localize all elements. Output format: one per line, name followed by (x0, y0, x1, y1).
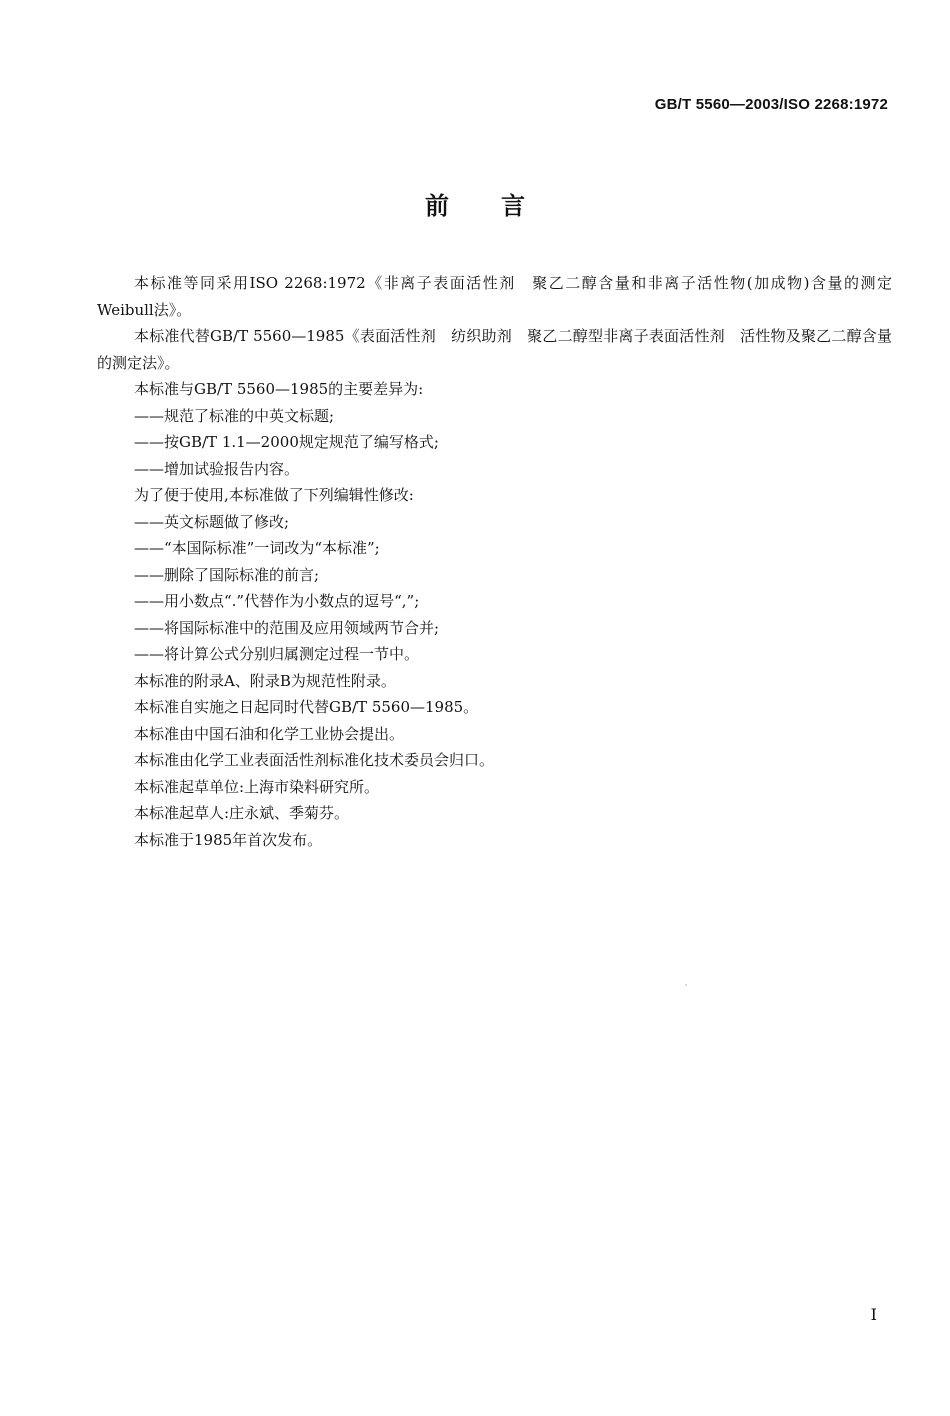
paragraph-adoption: 本标准等同采用ISO 2268:1972《非离子表面活性剂 聚乙二醇含量和非离子活性物(加成物)含量的测定 Weibull法》。 (97, 274, 908, 319)
scan-dust-mark (685, 984, 687, 986)
paragraph-annexes: 本标准的附录A、附录B为规范性附录。 (134, 671, 396, 690)
list-item-difference-2: ——按GB/T 1.1—2000规定规范了编写格式; (134, 433, 439, 451)
list-item-editorial-4: ——用小数点“.”代替作为小数点的逗号“,”; (134, 592, 420, 610)
list-item-difference-3: ——增加试验报告内容。 (134, 459, 300, 478)
list-item-editorial-1: ——英文标题做了修改; (134, 512, 290, 531)
list-item-difference-1: ——规范了标准的中英文标题; (134, 406, 335, 425)
paragraph-proposed-by: 本标准由中国石油和化学工业协会提出。 (134, 724, 405, 743)
paragraph-replaces: 本标准代替GB/T 5560—1985《表面活性剂 纺织助剂 聚乙二醇型非离子表面活性剂 活性物及聚乙二醇含量的测定法》。 (97, 327, 892, 372)
paragraph-editorial-intro: 为了便于使用,本标准做了下列编辑性修改: (134, 486, 414, 504)
list-item-editorial-2: ——“本国际标准”一词改为“本标准”; (134, 539, 380, 557)
paragraph-drafters: 本标准起草人:庄永斌、季菊芬。 (134, 804, 350, 822)
paragraph-drafting-unit: 本标准起草单位:上海市染料研究所。 (134, 777, 380, 796)
list-item-editorial-5: ——将国际标准中的范围及应用领域两节合并; (134, 618, 440, 637)
paragraph-differences-intro: 本标准与GB/T 5560—1985的主要差异为: (134, 380, 424, 398)
paragraph-effective: 本标准自实施之日起同时代替GB/T 5560—1985。 (134, 698, 479, 716)
paragraph-first-issue: 本标准于1985年首次发布。 (134, 830, 323, 849)
page-title: 前言 (425, 192, 577, 220)
foreword-body (97, 270, 908, 853)
header-standard-code: GB/T 5560—2003/ISO 2268:1972 (654, 96, 888, 113)
list-item-editorial-3: ——删除了国际标准的前言; (134, 565, 320, 584)
page-number: I (870, 1305, 877, 1324)
paragraph-under-jurisdiction: 本标准由化学工业表面活性剂标准化技术委员会归口。 (134, 751, 495, 769)
list-item-editorial-6: ——将计算公式分别归属测定过程一节中。 (134, 645, 420, 663)
